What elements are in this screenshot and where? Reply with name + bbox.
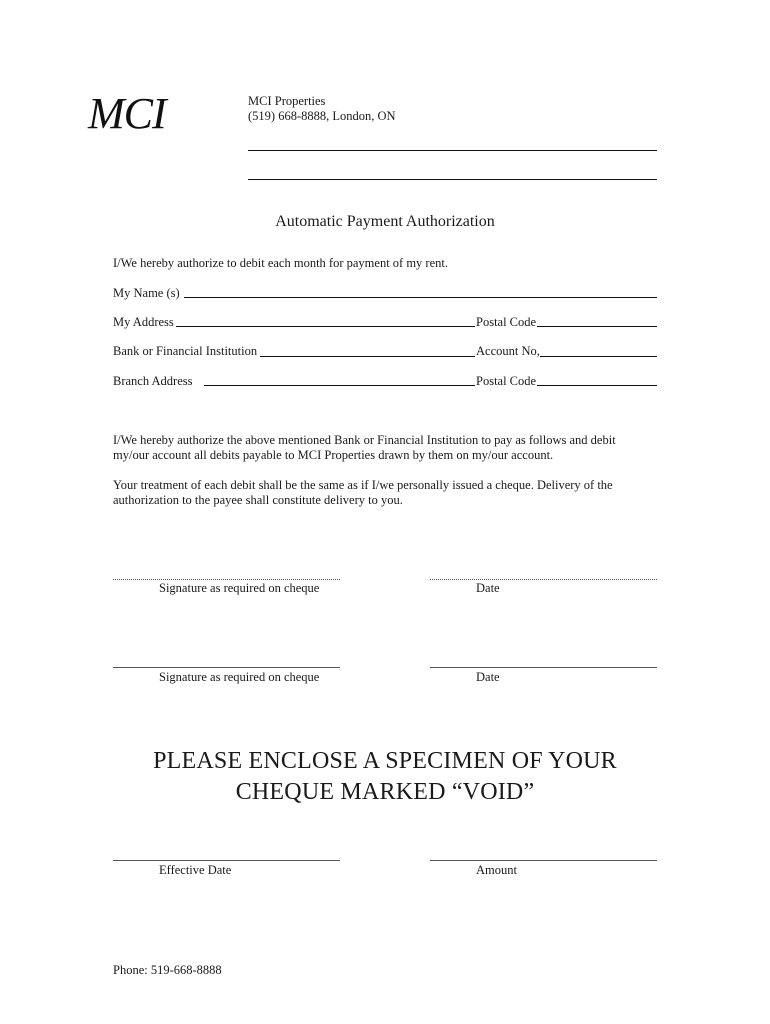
void-cheque-notice-line-1: PLEASE ENCLOSE A SPECIMEN OF YOUR	[153, 748, 617, 774]
address-label: My Address	[113, 315, 174, 329]
company-contact: (519) 668-8888, London, ON	[248, 109, 396, 123]
signature-caption-2: Signature as required on cheque	[159, 670, 320, 684]
signature-caption-1: Signature as required on cheque	[159, 581, 320, 595]
branch-field[interactable]	[204, 385, 475, 386]
bank-label: Bank or Financial Institution	[113, 344, 258, 358]
form-title: Automatic Payment Authorization	[275, 213, 495, 230]
name-label: My Name (s)	[113, 286, 180, 300]
bank-field[interactable]	[260, 356, 475, 357]
date-line-1[interactable]	[430, 579, 657, 580]
header-rule-1	[248, 150, 657, 151]
date-line-2[interactable]	[430, 667, 657, 668]
amount-line[interactable]	[430, 860, 657, 861]
account-label: Account No,	[476, 344, 540, 358]
name-field[interactable]	[184, 297, 657, 298]
date-caption-1: Date	[476, 581, 500, 595]
company-logo: MCI	[88, 89, 166, 138]
branch-label: Branch Address	[113, 374, 193, 388]
postal-code-field-2[interactable]	[537, 385, 657, 386]
void-cheque-notice-line-2: CHEQUE MARKED “VOID”	[235, 779, 535, 805]
company-name: MCI Properties	[248, 94, 326, 108]
treatment-paragraph-line-2: authorization to the payee shall constitute delivery to you.	[113, 493, 403, 507]
treatment-paragraph-line-1: Your treatment of each debit shall be the same as if I/we personally issued a cheque. Delivery of the	[113, 478, 613, 492]
postal-code-label-1: Postal Code	[476, 315, 537, 329]
postal-code-label-2: Postal Code	[476, 374, 537, 388]
postal-code-field-1[interactable]	[537, 326, 657, 327]
date-caption-2: Date	[476, 670, 500, 684]
effective-date-line[interactable]	[113, 860, 340, 861]
effective-date-caption: Effective Date	[159, 863, 232, 877]
authorization-paragraph-line-2: my/our account all debits payable to MCI Properties drawn by them on my/our account.	[113, 448, 554, 462]
amount-caption: Amount	[476, 863, 517, 877]
footer-phone: Phone: 519-668-8888	[113, 963, 222, 977]
signature-line-2[interactable]	[113, 667, 340, 668]
header-rule-2	[248, 179, 657, 180]
account-field[interactable]	[540, 356, 657, 357]
intro-text: I/We hereby authorize to debit each month for payment of my rent.	[113, 256, 448, 270]
signature-line-1[interactable]	[113, 579, 340, 580]
address-field[interactable]	[176, 326, 475, 327]
authorization-paragraph-line-1: I/We hereby authorize the above mentioned Bank or Financial Institution to pay as follows and debit	[113, 433, 616, 447]
